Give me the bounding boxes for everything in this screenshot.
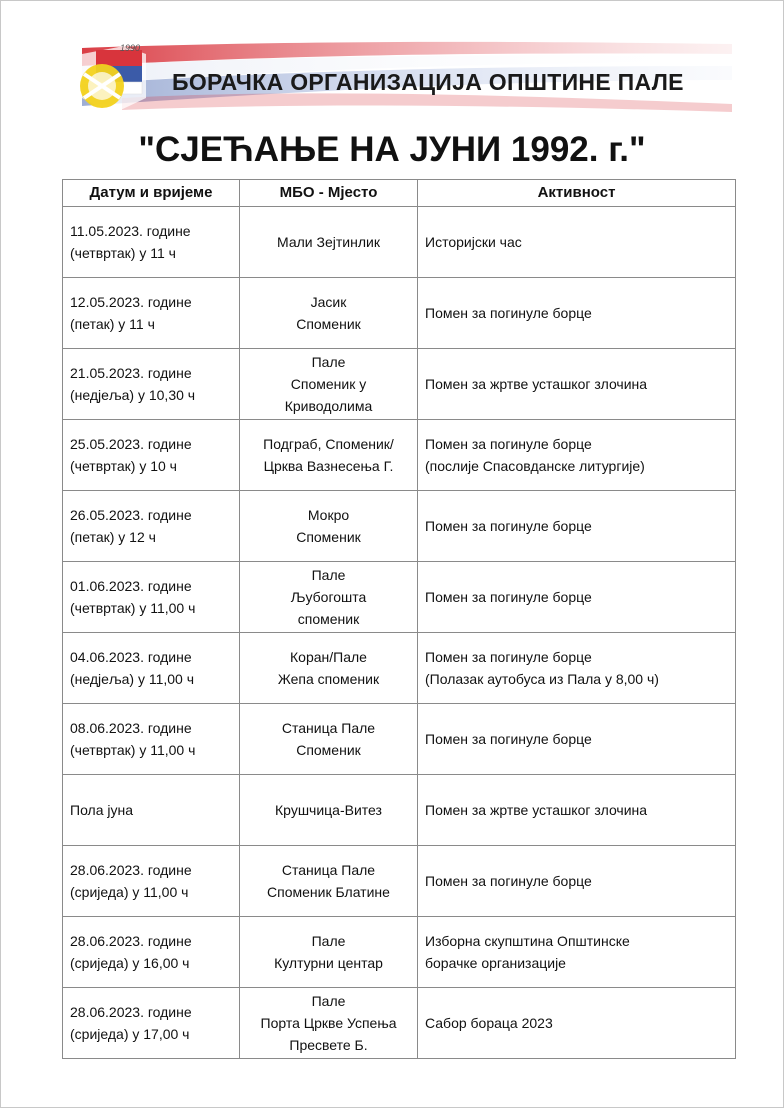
place-cell-line: Пале xyxy=(311,567,346,583)
date-cell-line: (недјеља) у 11,00 ч xyxy=(70,671,195,687)
date-cell xyxy=(63,278,240,349)
table-row xyxy=(63,775,736,846)
date-cell-line: 04.06.2023. године xyxy=(70,649,192,665)
date-cell xyxy=(63,988,240,1059)
place-cell-line: Јасик xyxy=(310,294,347,310)
activity-cell-line: Историјски час xyxy=(425,234,522,250)
place-cell-line: Коран/Пале xyxy=(290,649,367,665)
place-cell xyxy=(240,491,418,562)
table-row xyxy=(63,562,736,633)
date-cell-line: (петак) у 12 ч xyxy=(70,529,156,545)
table-row xyxy=(63,704,736,775)
date-cell xyxy=(63,420,240,491)
place-cell xyxy=(240,207,418,278)
date-cell-line: 28.06.2023. године xyxy=(70,1004,192,1020)
place-cell-line: Споменик у xyxy=(290,376,367,392)
activity-cell xyxy=(418,491,736,562)
date-cell xyxy=(63,775,240,846)
date-cell xyxy=(63,633,240,704)
date-cell-line: 28.06.2023. године xyxy=(70,862,192,878)
date-cell xyxy=(63,846,240,917)
place-cell xyxy=(240,562,418,633)
activity-cell-line: Помен за жртве усташког злочина xyxy=(425,376,648,392)
activity-cell-line: Помен за погинуле борце xyxy=(425,518,592,534)
table-row xyxy=(63,207,736,278)
place-cell-line: Споменик Блатине xyxy=(267,884,390,900)
place-cell-line: Мокро xyxy=(307,507,350,523)
activity-cell-line: Сабор бораца 2023 xyxy=(425,1015,553,1031)
place-cell-line: Криводолима xyxy=(284,398,373,414)
place-cell xyxy=(240,775,418,846)
place-cell xyxy=(240,988,418,1059)
date-cell-line: Пола јуна xyxy=(70,802,134,818)
activity-cell-line: Помен за погинуле борце xyxy=(425,589,592,605)
place-cell xyxy=(240,846,418,917)
place-cell-line: Станица Пале xyxy=(281,862,376,878)
date-cell-line: (сриједа) у 17,00 ч xyxy=(70,1026,190,1042)
activity-cell xyxy=(418,562,736,633)
date-cell-line: (сриједа) у 16,00 ч xyxy=(70,955,190,971)
place-cell-line: Културни центар xyxy=(274,955,383,971)
date-cell-line: (недјеља) у 10,30 ч xyxy=(70,387,196,403)
activity-cell-line: Помен за жртве усташког злочина xyxy=(425,802,648,818)
date-cell xyxy=(63,917,240,988)
place-cell-line: Пресвете Б. xyxy=(289,1037,368,1053)
date-cell-line: (четвртак) у 11,00 ч xyxy=(70,742,196,758)
table-row xyxy=(63,278,736,349)
activity-cell xyxy=(418,420,736,491)
date-cell-line: (петак) у 11 ч xyxy=(70,316,155,332)
column-header-activity: Активност xyxy=(418,180,736,207)
place-cell-line: споменик xyxy=(297,611,360,627)
activity-cell-line: Помен за погинуле борце xyxy=(425,649,592,665)
date-cell xyxy=(63,491,240,562)
logo-year: 1990 xyxy=(120,43,141,53)
table-row xyxy=(63,349,736,420)
place-cell xyxy=(240,420,418,491)
place-cell-line: Споменик xyxy=(296,742,361,758)
column-header-place: МБО - Мјесто xyxy=(240,180,418,207)
activity-cell xyxy=(418,846,736,917)
place-cell xyxy=(240,704,418,775)
activity-cell xyxy=(418,349,736,420)
activity-cell xyxy=(418,988,736,1059)
date-cell-line: (четвртак) у 10 ч xyxy=(70,458,177,474)
activity-cell xyxy=(418,278,736,349)
table-header-row xyxy=(63,180,736,207)
activity-cell xyxy=(418,207,736,278)
date-cell-line: (сриједа) у 11,00 ч xyxy=(70,884,189,900)
place-cell-line: Станица Пале xyxy=(281,720,376,736)
place-cell-line: Порта Цркве Успења xyxy=(260,1015,397,1031)
place-cell-line: Крушчица-Витез xyxy=(275,802,382,818)
activity-cell-line: Помен за погинуле борце xyxy=(425,436,592,452)
place-cell-line: Пале xyxy=(311,354,346,370)
activity-cell xyxy=(418,917,736,988)
date-cell-line: 25.05.2023. године xyxy=(70,436,192,452)
date-cell xyxy=(63,349,240,420)
table-body xyxy=(63,207,736,1059)
place-cell xyxy=(240,349,418,420)
date-cell-line: 28.06.2023. године xyxy=(70,933,192,949)
place-cell xyxy=(240,917,418,988)
place-cell xyxy=(240,278,418,349)
place-cell-line: Љубогошта xyxy=(290,589,367,605)
activity-cell-line: Помен за погинуле борце xyxy=(425,305,592,321)
table-row xyxy=(63,633,736,704)
place-cell xyxy=(240,633,418,704)
date-cell-line: 21.05.2023. године xyxy=(70,365,192,381)
date-cell-line: (четвртак) у 11 ч xyxy=(70,245,176,261)
activity-cell-line: Помен за погинуле борце xyxy=(425,873,592,889)
activity-cell xyxy=(418,704,736,775)
place-cell-line: Споменик xyxy=(296,529,361,545)
date-cell xyxy=(63,207,240,278)
place-cell-line: Споменик xyxy=(296,316,361,332)
column-header-date: Датум и вријеме xyxy=(63,180,240,207)
organization-name: БОРАЧКА ОРГАНИЗАЦИЈА ОПШТИНЕ ПАЛЕ xyxy=(172,69,684,95)
table-row xyxy=(63,917,736,988)
table-row xyxy=(63,846,736,917)
place-cell-line: Црква Вазнесења Г. xyxy=(263,458,394,474)
table-row xyxy=(63,988,736,1059)
date-cell-line: 26.05.2023. године xyxy=(70,507,192,523)
table-row xyxy=(63,420,736,491)
activity-cell-line: (Полазак аутобуса из Пала у 8,00 ч) xyxy=(425,671,659,687)
header-banner xyxy=(62,40,732,120)
activity-cell-line: (послије Спасовданске литургије) xyxy=(425,458,645,474)
activity-cell xyxy=(418,633,736,704)
page-title: "СЈЕЋАЊЕ НА ЈУНИ 1992. г." xyxy=(138,130,646,169)
activity-cell-line: Изборна скупштина Општинске xyxy=(425,933,630,949)
table-row xyxy=(63,491,736,562)
place-cell-line: Подграб, Споменик/ xyxy=(263,436,394,452)
schedule-table xyxy=(62,179,736,1059)
date-cell-line: 11.05.2023. године xyxy=(70,223,191,239)
activity-cell-line: борачке организације xyxy=(425,955,566,971)
date-cell xyxy=(63,562,240,633)
date-cell-line: 01.06.2023. године xyxy=(70,578,192,594)
date-cell-line: 12.05.2023. године xyxy=(70,294,192,310)
place-cell-line: Пале xyxy=(311,933,346,949)
place-cell-line: Жепа споменик xyxy=(277,671,380,687)
activity-cell xyxy=(418,775,736,846)
activity-cell-line: Помен за погинуле борце xyxy=(425,731,592,747)
place-cell-line: Мали Зејтинлик xyxy=(277,234,380,250)
date-cell xyxy=(63,704,240,775)
date-cell-line: (четвртак) у 11,00 ч xyxy=(70,600,196,616)
date-cell-line: 08.06.2023. године xyxy=(70,720,192,736)
place-cell-line: Пале xyxy=(311,993,346,1009)
